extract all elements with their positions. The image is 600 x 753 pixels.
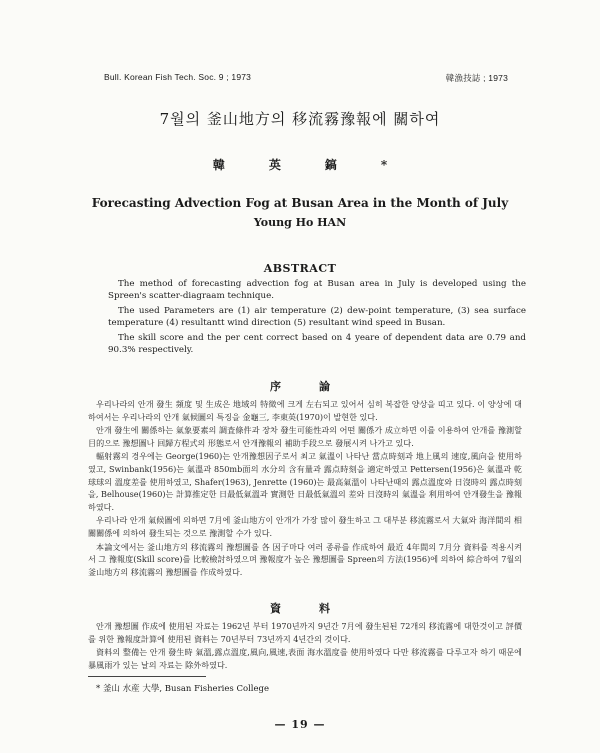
english-author: Young Ho HAN	[253, 216, 347, 229]
page-number: — 19 —	[274, 718, 326, 731]
body-paragraph: 안개 發生에 關係하는 氣象要素의 調査條件과 장차 發生可能性과의 어떤 關係가 成立하면 이를 이용하여 안개를 豫測할 目的으로 豫想圖나 回歸方程式의 形態로서 안개豫報의 補助手段으로 發展시켜 나가고 있다.	[88, 425, 522, 448]
body-paragraph: 本論文에서는 釜山地方의 移流霧의 豫想圖를 各 因子마다 여러 종류를 作成하여 最近 4年間의 7月分 資料를 적용시켜서 그 豫報度(Skill score)를 比較檢討하였으며 豫報度가 높은 豫想圖를 Spreen의 方法(1956)에 의하여 綜合하여 7월의 釜山地方의 移流霧의 豫想圖를 作成하였다.	[88, 541, 522, 577]
abstract-paragraph: The method of forecasting advection fog at Busan area in July is developed using the Spreen's scatter-diagraam technique.	[108, 279, 526, 302]
abstract-heading: ABSTRACT	[263, 262, 337, 275]
abstract-paragraph: The skill score and the per cent correct based on 4 yeare of dependent data are 0.79 and 90.3% respectively.	[108, 332, 526, 356]
journal-citation: Bull. Korean Fish Tech. Soc. 9 ; 1973	[104, 72, 252, 82]
materials-heading: 資料	[270, 602, 368, 615]
introduction-heading: 序論	[270, 380, 368, 393]
materials-body	[88, 620, 522, 672]
body-paragraph: 資料의 整備는 안개 發生時 氣溫,露点溫度,風向,風速,表面 海水溫度를 使用하였다 다만 移流霧를 다루고자 하기 때문에 暴風雨가 있는 날의 자료는 除外하였다.	[88, 647, 522, 670]
journal-citation-korean: 韓漁技誌 ; 1973	[445, 73, 508, 83]
korean-author: 韓英鎬*	[212, 158, 432, 172]
body-paragraph: 안개 豫想圖 作成에 使用된 자료는 1962년 부터 1970년까지 9년간 7月에 發生된된 72개의 移流霧에 대한것이고 評價를 위한 豫報度計算에 使用된 資料는 70년부터 73년까지 4년간의 것이다.	[88, 621, 522, 644]
body-paragraph: 우리나라의 안개 發生 頻度 및 生成은 地域의 特徵에 크게 左右되고 있어서 심히 복잡한 양상을 띠고 있다. 이 양상에 대하여서는 우리나라의 안개 氣候圖의 특징을 金龜三, 李東英(1970)이 발현한 있다.	[88, 399, 522, 422]
running-head	[104, 72, 508, 84]
introduction-body	[88, 398, 522, 579]
abstract-body	[108, 278, 526, 358]
footnote-rule	[88, 676, 206, 677]
body-paragraph: 輻射霧의 경우에는 George(1960)는 안개豫想因子로서 최고 氣溫이 나타난 當点時刻과 地上風의 速度,風向을 使用하였고, Swinbank(1956)는 氣溫과 850mb面의 水分의 含有量과 露点時刻을 適定하였고 Pettersen(1956)은 氣溫과 乾球球의 溫度差를 使用하였고, Shafer(1963), Jenrette (1960)는 最高氣溫이 나타난때의 露点溫度와 日沒時의 露点時刻을, Belhouse(1960)는 計算推定한 日最低氣溫과 實測한 日最低氣溫의 差와 日沒時의 氣溫을 利用하여 안개發生을 豫報하였다.	[88, 451, 522, 512]
body-paragraph: 우리나라 안개 氣候圖에 의하면 7月에 釜山地方이 안개가 가장 많이 發生하고 그 대부분 移流霧로서 大氣와 海洋間의 相關關係에 의하여 發生되는 것으로 豫測할 수가 있다.	[88, 515, 522, 538]
english-title: Forecasting Advection Fog at Busan Area in the Month of July	[91, 196, 509, 210]
korean-title: 7월의 釜山地方의 移流霧豫報에 關하여	[159, 110, 441, 128]
abstract-paragraph: The used Parameters are (1) air temperature (2) dew-point temperature, (3) sea surface temperature (4) resultantt wind direction (5) resultant wind speed in Busan.	[108, 305, 526, 329]
footnote: * 釜山 水産 大學, Busan Fisheries College	[96, 684, 270, 694]
